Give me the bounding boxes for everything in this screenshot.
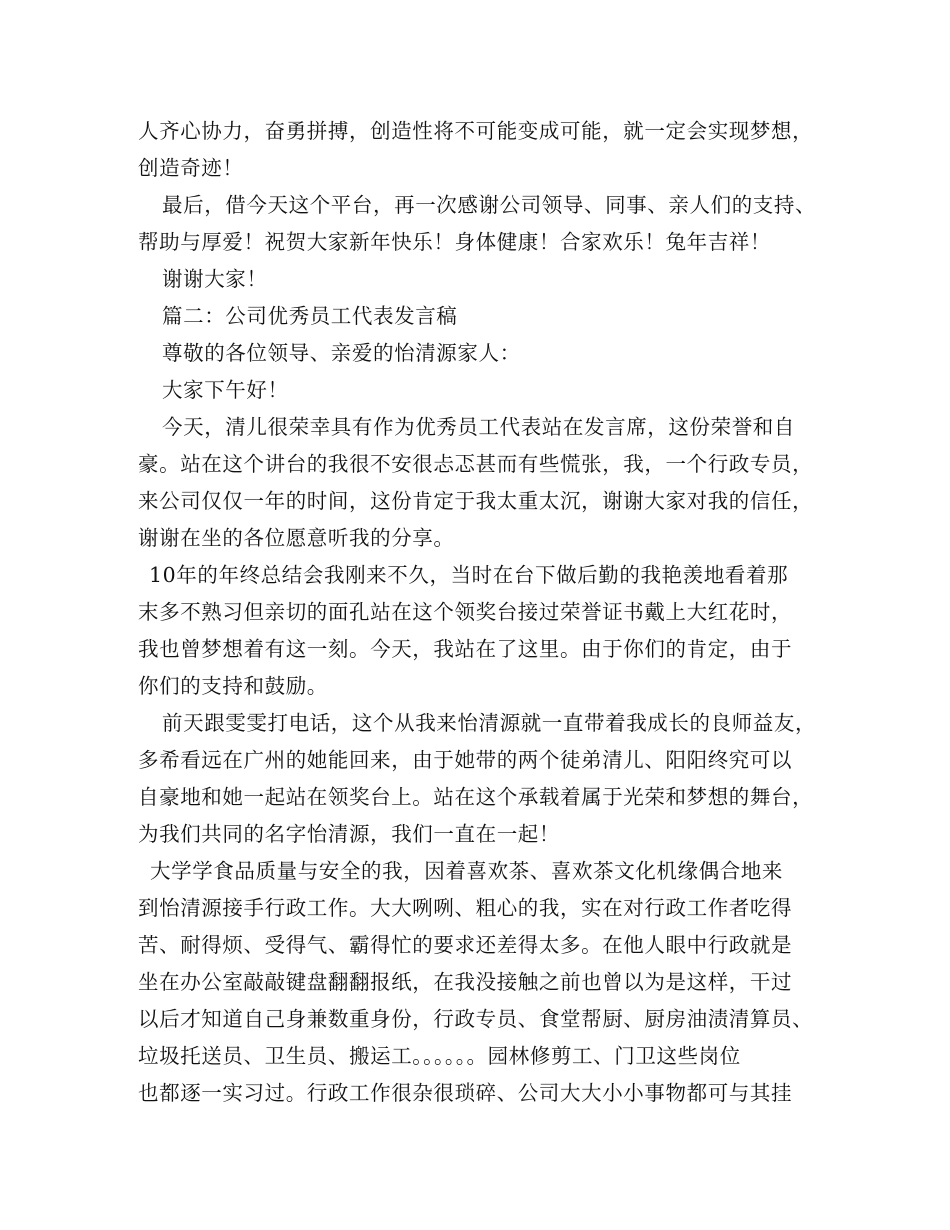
text-line: 以后才知道自己身兼数重身份，行政专员、食堂帮厨、厨房油渍清算员、 [138, 1007, 814, 1031]
text-line: 末多不熟习但亲切的面孔站在这个领奖台接过荣誉证书戴上大红花时， [138, 600, 793, 624]
text-line: 人齐心协力，奋勇拼搏，创造性将不可能变成可能，就一定会实现梦想， [138, 119, 814, 143]
text-line: 我也曾梦想着有这一刻。今天，我站在了这里。由于你们的肯定，由于 [138, 637, 793, 661]
text-line: 多希看远在广州的她能回来，由于她带的两个徒弟清儿、阳阳终究可以 [138, 748, 793, 772]
text-line: 到怡清源接手行政工作。大大咧咧、粗心的我，实在对行政工作者吃得 [138, 896, 793, 920]
text-line: 前天跟雯雯打电话，这个从我来怡清源就一直带着我成长的良师益友， [162, 711, 817, 735]
text-line: 大学学食品质量与安全的我，因着喜欢茶、喜欢茶文化机缘偶合地来 [150, 859, 783, 883]
text-line: 最后，借今天这个平台，再一次感谢公司领导、同事、亲人们的支持、 [162, 193, 817, 217]
text-line: 创造奇迹！ [138, 156, 244, 180]
text-line: 垃圾托送员、卫生员、搬运工。。。。。。园林修剪工、门卫这些岗位 [138, 1044, 741, 1068]
text-line: 帮助与厚爱！祝贺大家新年快乐！身体健康！合家欢乐！兔年吉祥！ [138, 230, 771, 254]
text-line: 谢谢大家！ [162, 267, 268, 291]
salutation: 尊敬的各位领导、亲爱的怡清源家人： [162, 341, 521, 365]
text-line: 谢谢在坐的各位愿意听我的分享。 [138, 526, 455, 550]
greeting: 大家下午好！ [162, 378, 289, 402]
document-body [138, 113, 838, 1112]
text-line: 豪。站在这个讲台的我很不安很忐忑甚而有些慌张，我，一个行政专员， [138, 452, 814, 476]
text-line: 坐在办公室敲敲键盘翻翻报纸，在我没接触之前也曾以为是这样，干过 [138, 970, 793, 994]
text-line: 自豪地和她一起站在领奖台上。站在这个承载着属于光荣和梦想的舞台， [138, 785, 814, 809]
text-line: 你们的支持和鼓励。 [138, 674, 328, 698]
text-line: 为我们共同的名字怡清源，我们一直在一起！ [138, 822, 560, 846]
text-line: 苦、耐得烦、受得气、霸得忙的要求还差得太多。在他人眼中行政就是 [138, 933, 793, 957]
text-line: 也都逐一实习过。行政工作很杂很琐碎、公司大大小小事物都可与其挂 [138, 1081, 793, 1105]
text-line: 10年的年终总结会我刚来不久，当时在台下做后勤的我艳羡地看着那 [149, 563, 789, 587]
section-heading: 篇二：公司优秀员工代表发言稿 [162, 304, 458, 328]
text-line: 今天，清儿很荣幸具有作为优秀员工代表站在发言席，这份荣誉和自 [162, 415, 795, 439]
text-line: 来公司仅仅一年的时间，这份肯定于我太重太沉，谢谢大家对我的信任， [138, 489, 814, 513]
